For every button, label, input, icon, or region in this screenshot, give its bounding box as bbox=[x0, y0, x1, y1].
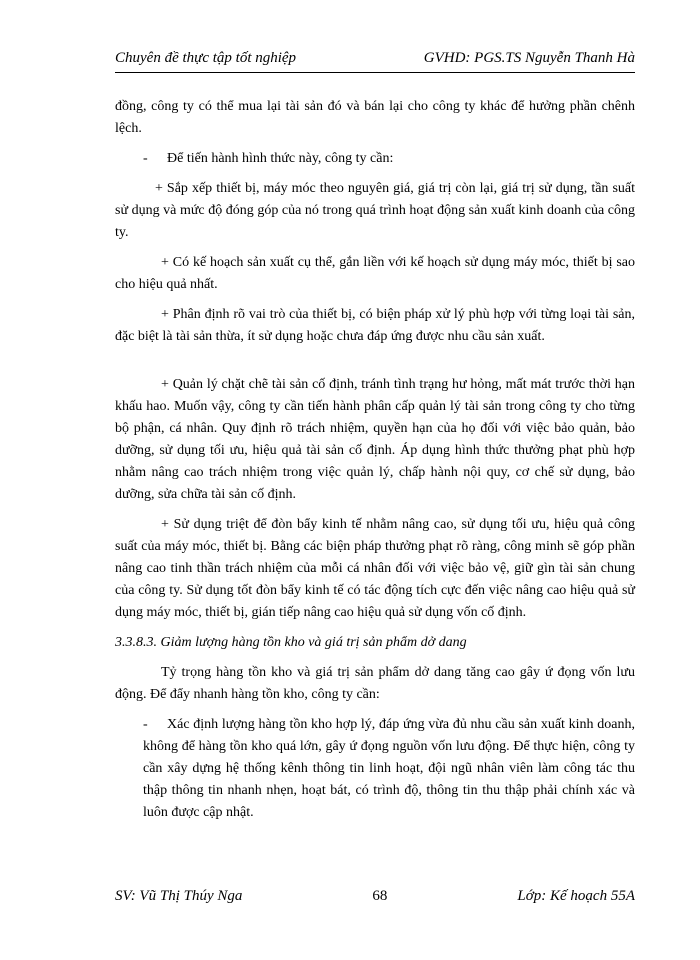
dash-item bbox=[115, 714, 635, 824]
footer-class: Lớp: Kế hoạch 55A bbox=[517, 888, 635, 904]
section-heading: 3.3.8.3. Giảm lượng hàng tồn kho và giá trị sản phẩm dở dang bbox=[115, 635, 467, 650]
footer-student: SV: Vũ Thị Thúy Nga bbox=[115, 888, 243, 904]
paragraph: Tỷ trọng hàng tồn kho và giá trị sản phẩm dở dang tăng cao gây ứ đọng vốn lưu động. Để đẩy nhanh hàng tồn kho, công ty cần: bbox=[115, 665, 635, 702]
dash-text: Xác định lượng hàng tồn kho hợp lý, đáp ứng vừa đủ nhu cầu sản xuất kinh doanh, không để hàng tồn kho quá lớn, gây ứ đọng nguồn vốn lưu động. Để thực hiện, công ty cần xây dựng hệ thống kênh thông tin linh hoạt, đội ngũ nhân viên làm công tác thu thập thông tin nhanh nhẹn, hoạt bát, có trình độ, thông tin thu thập phải chính xác và luôn được cập nhật. bbox=[143, 717, 635, 820]
dash-marker: - bbox=[143, 151, 148, 166]
dash-item bbox=[115, 148, 635, 170]
dash-marker: - bbox=[143, 717, 148, 732]
bullet-paragraph: + Phân định rõ vai trò của thiết bị, có biện pháp xử lý phù hợp với từng loại tài sản, đặc biệt là tài sản thừa, ít sử dụng hoặc chưa đáp ứng được nhu cầu sản xuất. bbox=[115, 307, 635, 344]
page-header bbox=[115, 50, 635, 73]
page-number: 68 bbox=[372, 888, 388, 904]
bullet-paragraph: + Sử dụng triệt để đòn bẩy kinh tế nhằm nâng cao, sử dụng tối ưu, hiệu quả công suất của máy móc, thiết bị. Bằng các biện pháp thưởng phạt rõ ràng, công minh sẽ góp phần nâng cao tinh thần trách nhiệm của mỗi cá nhân đối với việc bảo vệ, giữ gìn tài sản chung của công ty. Sử dụng tốt đòn bẩy kinh tế có tác động tích cực đến việc nâng cao hiệu quả sử dụng máy móc, thiết bị, gián tiếp nâng cao hiệu quả sử dụng vốn cố định. bbox=[115, 517, 635, 620]
spacer bbox=[115, 356, 635, 374]
paragraph: đồng, công ty có thể mua lại tài sản đó và bán lại cho công ty khác để hưởng phần chênh lệch. bbox=[115, 99, 635, 136]
bullet-paragraph: + Có kế hoạch sản xuất cụ thể, gắn liền với kế hoạch sử dụng máy móc, thiết bị sao cho hiệu quả nhất. bbox=[115, 255, 635, 292]
bullet-paragraph: + Quản lý chặt chẽ tài sản cố định, tránh tình trạng hư hỏng, mất mát trước thời hạn khấu hao. Muốn vậy, công ty cần tiến hành phân cấp quản lý tài sản trong công ty cho từng bộ phận, cá nhân. Quy định rõ trách nhiệm, quyền hạn của họ đối với việc bảo quản, bảo dưỡng, sử dụng tối ưu, hiệu quả tài sản cố định. Áp dụng hình thức thưởng phạt phù hợp nhằm nâng cao trách nhiệm trong việc quản lý, chấp hành nội quy, cơ chế sử dụng, bảo dưỡng, sửa chữa tài sản cố định. bbox=[115, 377, 635, 502]
page-footer bbox=[115, 888, 635, 905]
bullet-paragraph: + Sắp xếp thiết bị, máy móc theo nguyên giá, giá trị còn lại, giá trị sử dụng, tần suất sử dụng và mức độ đóng góp của nó trong quá trình hoạt động sản xuất kinh doanh của công ty. bbox=[115, 181, 635, 240]
dash-text: Để tiến hành hình thức này, công ty cần: bbox=[167, 151, 394, 166]
header-advisor: GVHD: PGS.TS Nguyễn Thanh Hà bbox=[423, 50, 635, 66]
document-body bbox=[115, 96, 635, 832]
header-title: Chuyên đề thực tập tốt nghiệp bbox=[115, 50, 297, 66]
